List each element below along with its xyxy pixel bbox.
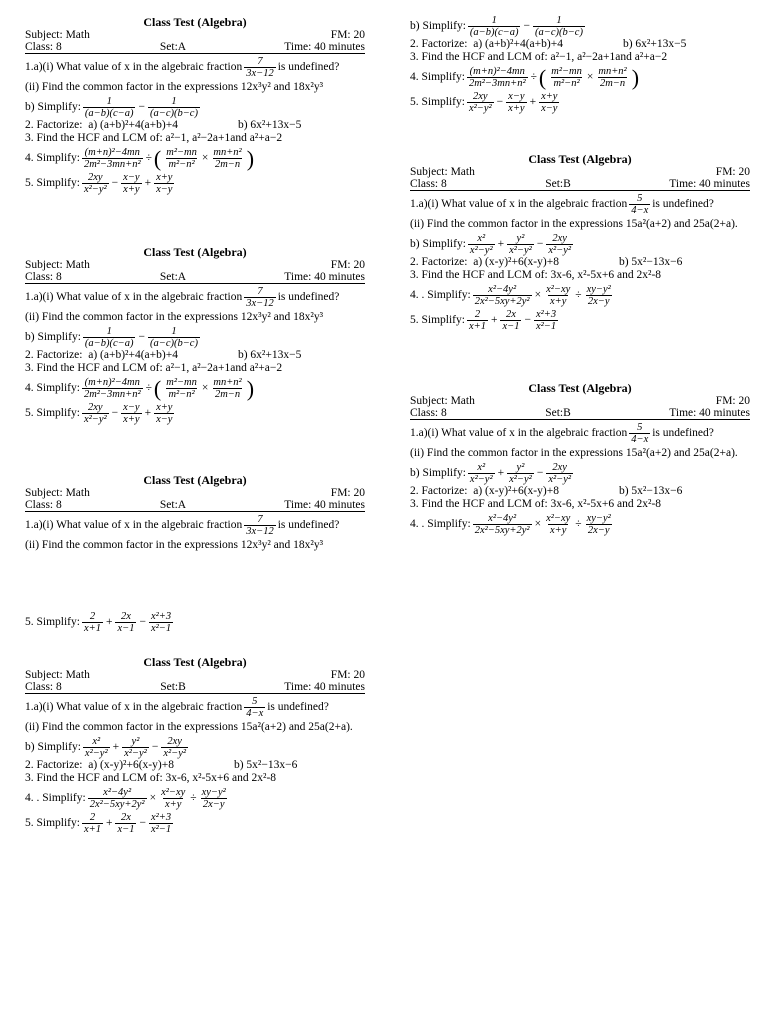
test-title: Class Test (Algebra)	[143, 655, 247, 669]
question-3: 3. Find the HCF and LCM of: a²−1, a²−2a+1and a²+a−2	[25, 362, 283, 374]
fraction: $\frac{x-y}{x+y}$	[123, 172, 140, 195]
test-title: Class Test (Algebra)	[143, 245, 247, 259]
fraction: $\frac{x+y}{x-y}$	[541, 91, 558, 114]
class-label: Class: 8	[25, 41, 62, 53]
fraction: $\frac{\text{x²−xy}}{x+y}$	[546, 513, 571, 536]
question-b: b) Simplify: $\frac{1}{(a-b)(c-a)}$ − $\frac{1}{(a-c)(b-c)}$	[410, 15, 583, 38]
question-2: 2. Factorize: a) (x-y)²+6(x-y)+8 b) 5x²−13x−6	[25, 759, 298, 771]
full-marks: FM: 20	[715, 166, 750, 178]
set-label: Set:A	[159, 41, 187, 53]
class-label: Class: 8	[25, 499, 62, 511]
header-row-subject	[410, 166, 750, 178]
full-marks: FM: 20	[715, 395, 750, 407]
full-marks: FM: 20	[330, 29, 365, 41]
fraction: $\frac{\text{m²−mn}}{\text{m²−n²}}$	[166, 377, 197, 400]
question-1a: 1.a)(i) What value of x in the algebraic fraction $\frac{7}{3x-12}$ is undefined?	[25, 56, 340, 79]
subject-label: Subject: Math	[25, 669, 90, 681]
question-1b: (ii) Find the common factor in the expressions 15a²(a+2) and 25a(2+a).	[410, 218, 738, 230]
test-block-left-1	[25, 15, 365, 195]
question-3: 3. Find the HCF and LCM of: 3x-6, x²-5x+6 and 2x²-8	[410, 498, 662, 510]
header-row-subject	[25, 669, 365, 681]
fraction: $\frac{2xy}{\text{x²−y²}}$	[83, 172, 107, 195]
question-1b: (ii) Find the common factor in the expressions 15a²(a+2) and 25a(2+a).	[25, 721, 353, 733]
time-label: Time: 40 minutes	[284, 499, 365, 511]
question-1a: 1.a)(i) What value of x in the algebraic fraction $\frac{5}{4-x}$ is undefined?	[410, 193, 714, 216]
question-5: 5. Simplify: $\frac{2xy}{\text{x²−y²}}$ − $\frac{x-y}{x+y}$ + $\frac{x+y}{x-y}$	[25, 402, 173, 425]
question-4: 4. Simplify: $\frac{\text{(m+n)²−4mn}}{\text{2m²−3mn+n²}}$ ÷ ( $\frac{\text{m²−mn}}{\text{m²−n²}}$ × $\frac{\text{mn+n²}}{2m-n}$ )	[410, 64, 640, 90]
question-b: b) Simplify: $\frac{\text{x²}}{\text{x²−y²}}$ + $\frac{\text{y²}}{\text{x²−y²}}$ − $\frac{2xy}{\text{x²−y²}}$	[410, 462, 572, 485]
subject-label: Subject: Math	[25, 259, 90, 271]
question-b: b) Simplify: $\frac{1}{(a-b)(c-a)}$ − $\frac{1}{(a-c)(b-c)}$	[25, 96, 198, 119]
fraction: $\frac{\text{(m+n)²−4mn}}{\text{2m²−3mn+n²}}$	[83, 147, 141, 170]
subject-label: Subject: Math	[25, 487, 90, 499]
question-4: 4. Simplify: $\frac{\text{(m+n)²−4mn}}{\text{2m²−3mn+n²}}$ ÷ ( $\frac{\text{m²−mn}}{\text{m²−n²}}$ × $\frac{\text{mn+n²}}{2m-n}$ )	[25, 145, 255, 171]
fraction: $\frac{5}{4-x}$	[246, 696, 264, 719]
fraction: $\frac{\text{x²+3}}{\text{x²−1}}$	[150, 812, 172, 835]
question-3: 3. Find the HCF and LCM of: 3x-6, x²-5x+6 and 2x²-8	[410, 269, 662, 281]
fraction: $\frac{1}{(a-b)(c-a)}$	[469, 15, 519, 38]
test-title: Class Test (Algebra)	[143, 15, 247, 29]
test-block-left-3	[25, 473, 365, 552]
fraction: $\frac{\text{mn+n²}}{2m-n}$	[213, 147, 242, 170]
time-label: Time: 40 minutes	[284, 41, 365, 53]
fraction: $\frac{\text{x²−xy}}{x+y}$	[161, 787, 186, 810]
header-row-class	[25, 499, 365, 512]
test-block-right-1	[410, 152, 750, 332]
class-label: Class: 8	[25, 271, 62, 283]
set-label: Set:B	[545, 407, 571, 419]
full-marks: FM: 20	[330, 259, 365, 271]
fraction: $\frac{1}{(a-c)(b-c)}$	[149, 326, 198, 349]
fraction: $\frac{7}{3x-12}$	[246, 56, 274, 79]
fraction: $\frac{1}{(a-b)(c-a)}$	[84, 96, 134, 119]
time-label: Time: 40 minutes	[284, 681, 365, 693]
question-b: b) Simplify: $\frac{1}{(a-b)(c-a)}$ − $\frac{1}{(a-c)(b-c)}$	[25, 326, 198, 349]
set-label: Set:B	[545, 178, 571, 190]
set-label: Set:B	[160, 681, 186, 693]
stray-question-5	[25, 611, 365, 634]
fraction: $\frac{2}{x+1}$	[83, 812, 101, 835]
fraction: $\frac{1}{(a-c)(b-c)}$	[534, 15, 583, 38]
question-5: 5. Simplify: $\frac{2xy}{\text{x²−y²}}$ − $\frac{x-y}{x+y}$ + $\frac{x+y}{x-y}$	[25, 172, 173, 195]
header-row-class	[410, 407, 750, 420]
class-label: Class: 8	[410, 178, 447, 190]
question-1b: (ii) Find the common factor in the expressions 12x³y² and 18x²y³	[25, 81, 324, 93]
fraction: $\frac{7}{3x-12}$	[246, 514, 274, 537]
class-label: Class: 8	[410, 407, 447, 419]
continuation-set-a	[410, 15, 750, 114]
fraction: $\frac{\text{x²}}{\text{x²−y²}}$	[469, 233, 493, 256]
question-4: 4. Simplify: $\frac{\text{(m+n)²−4mn}}{\text{2m²−3mn+n²}}$ ÷ ( $\frac{\text{m²−mn}}{\text{m²−n²}}$ × $\frac{\text{mn+n²}}{2m-n}$ )	[25, 375, 255, 401]
question-3: 3. Find the HCF and LCM of: a²−1, a²−2a+1and a²+a−2	[410, 51, 668, 63]
header-row-class	[25, 41, 365, 54]
set-label: Set:A	[159, 499, 187, 511]
time-label: Time: 40 minutes	[669, 407, 750, 419]
fraction: $\frac{\text{xy−y²}}{2x-y}$	[201, 787, 226, 810]
test-block-left-4	[25, 655, 365, 835]
set-label: Set:A	[159, 271, 187, 283]
fraction: $\frac{\text{xy−y²}}{2x-y}$	[586, 284, 611, 307]
question-5: 5. Simplify: $\frac{2xy}{\text{x²−y²}}$ − $\frac{x-y}{x+y}$ + $\frac{x+y}{x-y}$	[410, 91, 558, 114]
fraction: $\frac{x+y}{x-y}$	[156, 402, 173, 425]
question-4: 4. . Simplify: $\frac{\text{x²−4y²}}{\text{2x²−5xy+2y²}}$ × $\frac{\text{x²−xy}}{x+y}$ ÷ $\frac{\text{xy−y²}}{2x-y}$	[410, 284, 611, 307]
question-4: 4. . Simplify: $\frac{\text{x²−4y²}}{\text{2x²−5xy+2y²}}$ × $\frac{\text{x²−xy}}{x+y}$ ÷ $\frac{\text{xy−y²}}{2x-y}$	[25, 787, 226, 810]
subject-label: Subject: Math	[410, 166, 475, 178]
header-row-class	[410, 178, 750, 191]
question-b: b) Simplify: $\frac{\text{x²}}{\text{x²−y²}}$ + $\frac{\text{y²}}{\text{x²−y²}}$ − $\frac{2xy}{\text{x²−y²}}$	[410, 233, 572, 256]
right-column	[410, 15, 750, 1015]
test-block-right-2	[410, 381, 750, 536]
time-label: Time: 40 minutes	[669, 178, 750, 190]
fraction: $\frac{\text{x²−xy}}{x+y}$	[546, 284, 571, 307]
question-1a: 1.a)(i) What value of x in the algebraic fraction $\frac{5}{4-x}$ is undefined?	[410, 422, 714, 445]
fraction: $\frac{\text{y²}}{\text{x²−y²}}$	[509, 462, 532, 485]
fraction: $\frac{2x}{x-1}$	[117, 611, 135, 634]
fraction: $\frac{\text{x²}}{\text{x²−y²}}$	[469, 462, 493, 485]
fraction: $\frac{5}{4-x}$	[631, 193, 649, 216]
fraction: $\frac{2x}{x-1}$	[117, 812, 135, 835]
fraction: $\frac{1}{(a-b)(c-a)}$	[84, 326, 134, 349]
fraction: $\frac{\text{m²−mn}}{\text{m²−n²}}$	[166, 147, 197, 170]
fraction: $\frac{\text{y²}}{\text{x²−y²}}$	[509, 233, 532, 256]
fraction: $\frac{\text{x²+3}}{\text{x²−1}}$	[535, 309, 557, 332]
question-2: 2. Factorize: a) (a+b)²+4(a+b)+4 b) 6x²+13x−5	[25, 349, 302, 361]
full-marks: FM: 20	[330, 487, 365, 499]
question-1b: (ii) Find the common factor in the expressions 15a²(a+2) and 25a(2+a).	[410, 447, 738, 459]
question-5: 5. Simplify: $\frac{2}{x+1}$ + $\frac{2x}{x-1}$ − $\frac{\text{x²+3}}{\text{x²−1}}$	[25, 812, 172, 835]
fraction: $\frac{x-y}{x+y}$	[508, 91, 525, 114]
fraction: $\frac{x-y}{x+y}$	[123, 402, 140, 425]
question-1b: (ii) Find the common factor in the expressions 12x³y² and 18x²y³	[25, 311, 324, 323]
fraction: $\frac{2xy}{\text{x²−y²}}$	[163, 736, 187, 759]
test-block-left-2	[25, 245, 365, 425]
header-row-subject	[25, 29, 365, 41]
fraction: $\frac{7}{3x-12}$	[246, 286, 274, 309]
test-title: Class Test (Algebra)	[528, 381, 632, 395]
question-4: 4. . Simplify: $\frac{\text{x²−4y²}}{\text{2x²−5xy+2y²}}$ × $\frac{\text{x²−xy}}{x+y}$ ÷ $\frac{\text{xy−y²}}{2x-y}$	[410, 513, 611, 536]
fraction: $\frac{2xy}{\text{x²−y²}}$	[548, 462, 572, 485]
time-label: Time: 40 minutes	[284, 271, 365, 283]
question-3: 3. Find the HCF and LCM of: a²−1, a²−2a+1and a²+a−2	[25, 132, 283, 144]
question-1a: 1.a)(i) What value of x in the algebraic fraction $\frac{5}{4-x}$ is undefined?	[25, 696, 329, 719]
fraction: $\frac{\text{x²−4y²}}{\text{2x²−5xy+2y²}}$	[474, 513, 530, 536]
full-marks: FM: 20	[330, 669, 365, 681]
question-2: 2. Factorize: a) (x-y)²+6(x-y)+8 b) 5x²−13x−6	[410, 485, 683, 497]
test-title: Class Test (Algebra)	[143, 473, 247, 487]
header-row-subject	[410, 395, 750, 407]
fraction: $\frac{x+y}{x-y}$	[156, 172, 173, 195]
question-5: 5. Simplify: $\frac{2}{x+1}$ + $\frac{2x}{x-1}$ − $\frac{\text{x²+3}}{\text{x²−1}}$	[25, 611, 172, 634]
fraction: $\frac{2xy}{\text{x²−y²}}$	[83, 402, 107, 425]
fraction: $\frac{2}{x+1}$	[83, 611, 101, 634]
fraction: $\frac{\text{mn+n²}}{2m-n}$	[598, 66, 627, 89]
question-2: 2. Factorize: a) (a+b)²+4(a+b)+4 b) 6x²+13x−5	[25, 119, 302, 131]
question-3: 3. Find the HCF and LCM of: 3x-6, x²-5x+6 and 2x²-8	[25, 772, 277, 784]
fraction: $\frac{2x}{x-1}$	[502, 309, 520, 332]
question-2: 2. Factorize: a) (x-y)²+6(x-y)+8 b) 5x²−13x−6	[410, 256, 683, 268]
question-5: 5. Simplify: $\frac{2}{x+1}$ + $\frac{2x}{x-1}$ − $\frac{\text{x²+3}}{\text{x²−1}}$	[410, 309, 557, 332]
fraction: $\frac{2xy}{\text{x²−y²}}$	[548, 233, 572, 256]
fraction: $\frac{\text{mn+n²}}{2m-n}$	[213, 377, 242, 400]
fraction: $\frac{1}{(a-c)(b-c)}$	[149, 96, 198, 119]
fraction: $\frac{\text{(m+n)²−4mn}}{\text{2m²−3mn+n²}}$	[83, 377, 141, 400]
left-column	[25, 15, 365, 1015]
header-row-subject	[25, 259, 365, 271]
header-row-class	[25, 271, 365, 284]
fraction: $\frac{\text{x²}}{\text{x²−y²}}$	[84, 736, 108, 759]
class-label: Class: 8	[25, 681, 62, 693]
question-b: b) Simplify: $\frac{\text{x²}}{\text{x²−y²}}$ + $\frac{\text{y²}}{\text{x²−y²}}$ − $\frac{2xy}{\text{x²−y²}}$	[25, 736, 187, 759]
fraction: $\frac{2xy}{\text{x²−y²}}$	[468, 91, 492, 114]
header-row-class	[25, 681, 365, 694]
question-2: 2. Factorize: a) (a+b)²+4(a+b)+4 b) 6x²+13x−5	[410, 38, 687, 50]
fraction: $\frac{\text{y²}}{\text{x²−y²}}$	[124, 736, 147, 759]
subject-label: Subject: Math	[410, 395, 475, 407]
fraction: $\frac{\text{x²−4y²}}{\text{2x²−5xy+2y²}}$	[89, 787, 145, 810]
fraction: $\frac{\text{xy−y²}}{2x-y}$	[586, 513, 611, 536]
subject-label: Subject: Math	[25, 29, 90, 41]
fraction: $\frac{2}{x+1}$	[468, 309, 486, 332]
fraction: $\frac{\text{x²−4y²}}{\text{2x²−5xy+2y²}}$	[474, 284, 530, 307]
header-row-subject	[25, 487, 365, 499]
test-title: Class Test (Algebra)	[528, 152, 632, 166]
fraction: $\frac{\text{m²−mn}}{\text{m²−n²}}$	[551, 66, 582, 89]
question-1a: 1.a)(i) What value of x in the algebraic fraction $\frac{7}{3x-12}$ is undefined?	[25, 514, 340, 537]
fraction: $\frac{5}{4-x}$	[631, 422, 649, 445]
question-1b: (ii) Find the common factor in the expressions 12x³y² and 18x²y³	[25, 539, 324, 551]
question-1a: 1.a)(i) What value of x in the algebraic fraction $\frac{7}{3x-12}$ is undefined?	[25, 286, 340, 309]
fraction: $\frac{\text{(m+n)²−4mn}}{\text{2m²−3mn+n²}}$	[468, 66, 526, 89]
fraction: $\frac{\text{x²+3}}{\text{x²−1}}$	[150, 611, 172, 634]
